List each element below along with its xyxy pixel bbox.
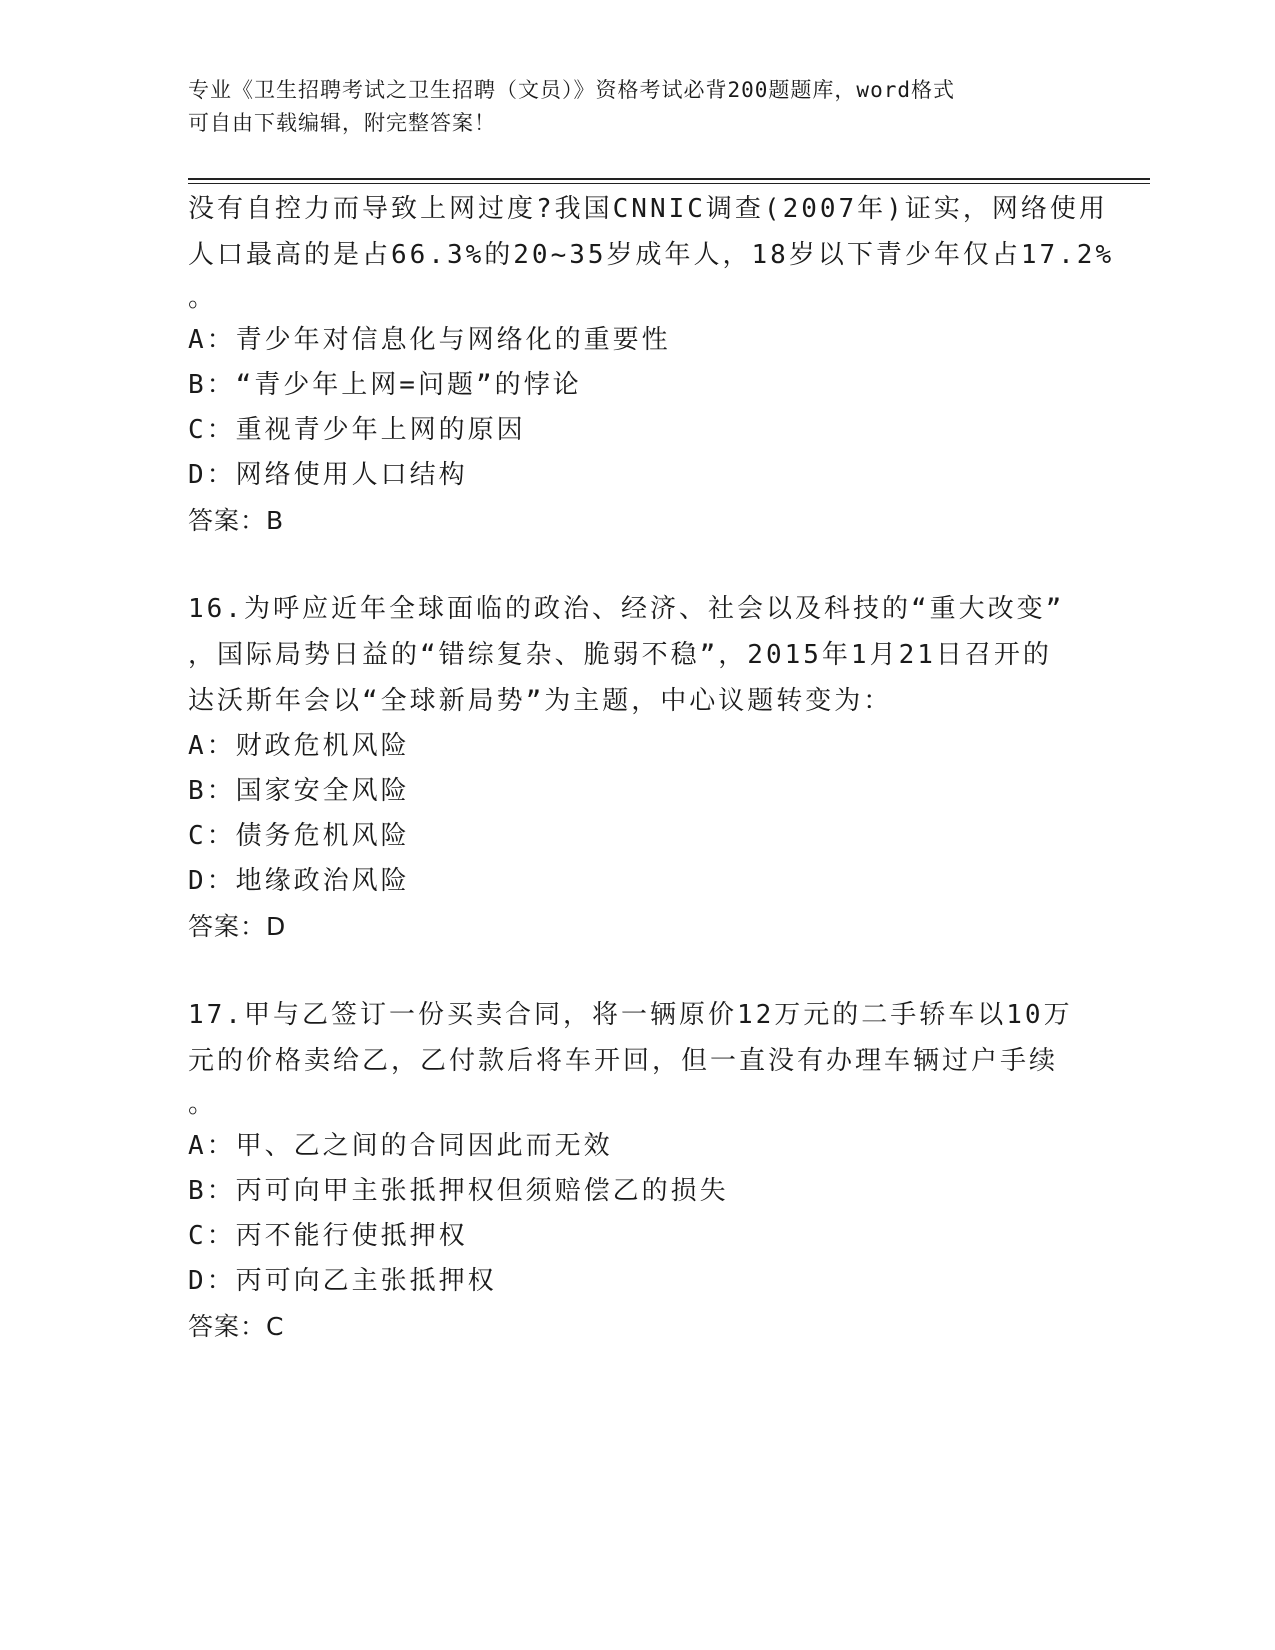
question-17 <box>188 992 1088 1350</box>
question-stem-line: 16.为呼应近年全球面临的政治、经济、社会以及科技的“重大改变” <box>188 594 1065 624</box>
header-rule-thick <box>188 178 1150 180</box>
option-c: C：丙不能行使抵押权 <box>188 1221 468 1251</box>
option-d: D：地缘政治风险 <box>188 866 410 896</box>
option-d: D：网络使用人口结构 <box>188 460 468 490</box>
question-15 <box>188 186 1115 544</box>
option-b: B：丙可向甲主张抵押权但须赔偿乙的损失 <box>188 1176 729 1206</box>
question-stem-line: 没有自控力而导致上网过度?我国CNNIC调查(2007年)证实，网络使用 <box>188 194 1108 224</box>
option-b: B：国家安全风险 <box>188 776 410 806</box>
question-stem-line: 达沃斯年会以“全球新局势”为主题，中心议题转变为： <box>188 686 893 716</box>
option-a: A：甲、乙之间的合同因此而无效 <box>188 1131 613 1161</box>
header-line-2: 可自由下载编辑，附完整答案！ <box>188 111 496 135</box>
question-stem-line: 人口最高的是占66.3%的20~35岁成年人，18岁以下青少年仅占17.2% <box>188 240 1115 270</box>
question-stem-line: 17.甲与乙签订一份买卖合同，将一辆原价12万元的二手轿车以10万 <box>188 1000 1073 1030</box>
option-c: C：重视青少年上网的原因 <box>188 415 526 445</box>
option-d: D：丙可向乙主张抵押权 <box>188 1266 497 1296</box>
document-header <box>188 74 1088 140</box>
spacer <box>188 544 1088 586</box>
question-stem-line: 元的价格卖给乙，乙付款后将车开回，但一直没有办理车辆过户手续 <box>188 1046 1059 1076</box>
question-stem-line: 。 <box>188 283 218 313</box>
header-rule-thin <box>188 183 1150 184</box>
question-stem-line: 。 <box>188 1089 218 1119</box>
spacer <box>188 950 1088 992</box>
header-line-1: 专业《卫生招聘考试之卫生招聘（文员）》资格考试必背200题题库，word格式 <box>188 78 955 102</box>
option-a: A：财政危机风险 <box>188 731 410 761</box>
question-stem-line: ，国际局势日益的“错综复杂、脆弱不稳”，2015年1月21日召开的 <box>188 640 1052 670</box>
question-16 <box>188 586 1088 950</box>
answer-line: 答案：D <box>188 912 287 941</box>
answer-line: 答案：B <box>188 506 285 535</box>
option-b: B：“青少年上网=问题”的悖论 <box>188 370 582 400</box>
option-a: A：青少年对信息化与网络化的重要性 <box>188 325 671 355</box>
document-body <box>188 186 1115 1350</box>
answer-line: 答案：C <box>188 1312 285 1341</box>
option-c: C：债务危机风险 <box>188 821 410 851</box>
